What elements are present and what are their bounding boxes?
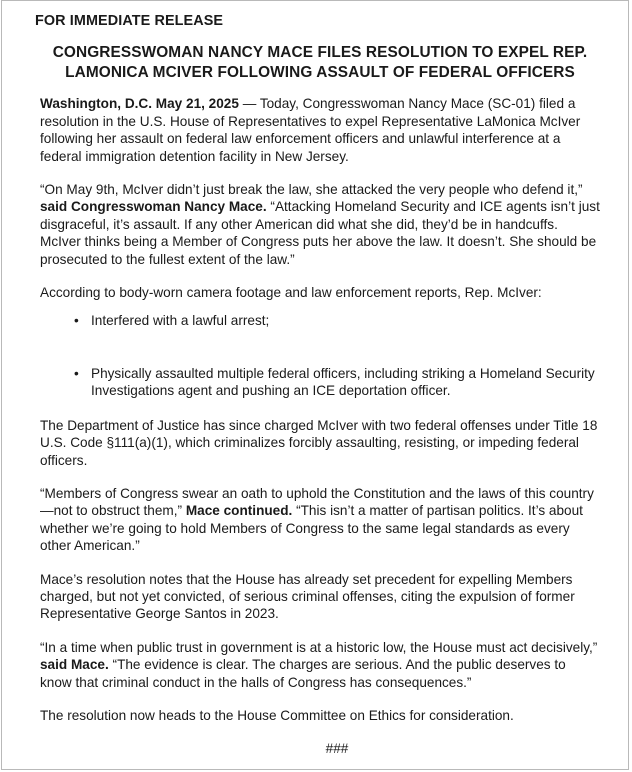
bullet-icon: • (74, 365, 79, 381)
bullet-list (40, 312, 600, 399)
quote-2-part-2: “This isn’t a matter of partisan politics. It’s about whether we’re going to hold Members of Congress to the same legal standards as every other American.” (40, 503, 583, 554)
quote-1-attribution: said Congresswoman Nancy Mace. (40, 199, 267, 215)
closing-paragraph: The resolution now heads to the House Committee on Ethics for consideration. (40, 707, 514, 723)
press-release-content (35, 13, 600, 758)
bullet-text: Interfered with a lawful arrest; (91, 313, 270, 329)
list-item (40, 365, 600, 400)
intro-paragraph (40, 95, 600, 165)
dateline: Washington, D.C. May 21, 2025 (40, 96, 239, 112)
quote-1-part-2: “Attacking Homeland Security and ICE agents isn’t just disgraceful, it’s assault. If any other American did what she did, they’d be in handcuffs. McIver thinks being a Member of Congress puts her above the law. It doesn’t. She should be prosecuted to the fullest extent of the law.” (40, 199, 600, 267)
precedent-paragraph: Mace’s resolution notes that the House has already set precedent for expelling Members charged, but not yet convicted, of serious criminal offenses, citing the expulsion of former Representative George Santos in 2023. (40, 571, 575, 622)
quote-3-part-1: “In a time when public trust in government is at a historic low, the House must act decisively,” (40, 639, 598, 655)
quote-2-attribution: Mace continued. (185, 503, 293, 519)
bullet-text: Physically assaulted multiple federal officers, including striking a Homeland Security Investigations agent and pushing an ICE deportation officer. (91, 365, 595, 399)
quote-1-part-1: “On May 9th, McIver didn’t just break the law, she attacked the very people who defend it,” (40, 182, 583, 198)
quote-paragraph-1 (40, 181, 600, 268)
headline: CONGRESSWOMAN NANCY MACE FILES RESOLUTION TO EXPEL REP. LAMONICA MCIVER FOLLOWING ASSAULT OF FEDERAL OFFICERS (52, 44, 588, 82)
quote-3-part-2: “The evidence is clear. The charges are serious. And the public deserves to know that criminal conduct in the halls of Congress has consequences.” (40, 657, 566, 690)
end-mark: ### (325, 741, 349, 757)
intro-text: — Today, Congresswoman Nancy Mace (SC-01) filed a resolution in the U.S. House of Representatives to expel Representative LaMonica McIver following her assault on federal law enforcement officers and unlawful interference at a federal immigration detention facility in New Jersey. (40, 96, 581, 164)
quote-paragraph-3 (40, 639, 600, 691)
reports-intro: According to body-worn camera footage and law enforcement reports, Rep. McIver: (40, 285, 542, 301)
release-label: FOR IMMEDIATE RELEASE (35, 13, 224, 29)
list-item (40, 312, 600, 329)
bullet-icon: • (74, 313, 79, 329)
quote-paragraph-2 (40, 485, 600, 555)
quote-3-attribution: said Mace. (40, 657, 109, 673)
doj-paragraph: The Department of Justice has since charged McIver with two federal offenses under Title 18 U.S. Code §111(a)(1), which criminalizes forcibly assaulting, resisting, or impeding federal officers. (40, 417, 598, 468)
press-release-page (1, 0, 629, 770)
quote-2-part-1: “Members of Congress swear an oath to uphold the Constitution and the laws of this country—not to obstruct them,” (40, 485, 594, 519)
